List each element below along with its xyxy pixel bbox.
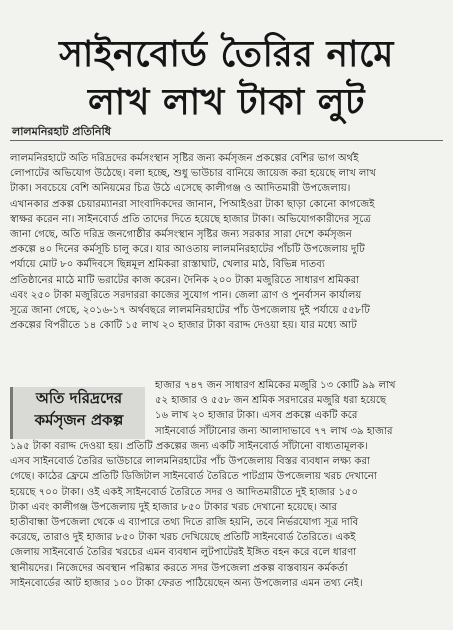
headline-line-1: সাইনবোর্ড তৈরির নামে — [59, 34, 394, 76]
pull-quote-line-1: অতি দরিদ্রদের — [35, 389, 123, 407]
body-line: প্রকল্পের বিপরীতে ১৪ কোটি ১৫ লাখ ২০ হাজার টাকা বরাদ্দ দেওয়া হয়। যার মধ্যে আট — [10, 320, 357, 332]
body-line: এবং ২৫০ টাকা মজুরিতে সরদাররা কাজের সুযোগ পান। জেলা ত্রাণ ও পুনর্বাসন কার্যালয় — [10, 289, 362, 301]
body-line: জেলায় সাইনবোর্ড তৈরির খরচের এমন ব্যবধান লুটপাটেরই ইঙ্গিত বহন করে বলে ধারণা — [10, 547, 357, 559]
body-line: ১৯৫ টাকা বরাদ্দ দেওয়া হয়। প্রতিটি প্রকল্পের জন্য একটি সাইনবোর্ড সাঁটানো বাধ্যতামূলক। — [10, 441, 368, 452]
byline: লালমনিরহাট প্রতিনিধি — [12, 125, 111, 138]
body-line: সাইনবোর্ড সাঁটানোর জন্য আলাদাভাবে ৭৭ লাখ ৩৯ হাজার — [155, 425, 393, 437]
body-line: প্রতিষ্ঠানের মাঠে মাটি ভরাটের কাজ করেন। দৈনিক ২০০ টাকা মজুরিতে সাধারণ শ্রমিকরা — [10, 274, 360, 286]
body-line: স্বাক্ষর করেন না। সাইনবোর্ড প্রতি তাদের দিতে হয়েছে হাজার টাকা। অভিযোগকারীদের সূত্রে — [10, 213, 371, 225]
body-line: সাইনবোর্ডের আট হাজার ১০০ টাকা ফেরত পাঠিয়েছেন অন্য উপজেলার এমন তথ্য নেই। — [10, 577, 363, 589]
headline-line-2: লাখ লাখ টাকা লুট — [87, 82, 366, 124]
body-line: টাকা। সবচেয়ে বেশি অনিয়মের চিত্র উঠে এসেছে কালীগঞ্জ ও আদিতমারী উপজেলায়। — [10, 183, 351, 195]
body-line: হাতীবান্ধা উপজেলা থেকে এ ব্যাপারে তথ্য দিতে রাজি হয়নি, তবে নির্ভরযোগ্য সূত্র দাবি — [10, 517, 359, 529]
body-line: লালমনিরহাটে অতি দরিদ্রদের কর্মসংস্থান সৃষ্টির জন্য কর্মসৃজন প্রকল্পের বেশির ভাগ অর্থই — [10, 153, 359, 164]
body-line: ১৬ লাখ ২০ হাজার টাকা। এসব প্রকল্পে একটি করে — [155, 410, 358, 422]
body-line: প্রকল্পে ৪০ দিনের কর্মসূচি চালু করে। যার আওতায় লালমনিরহাটের পাঁচটি উপজেলায় দুটি — [10, 244, 365, 256]
body-line: হয়েছে ৭০০ টাকা। ওই একই সাইনবোর্ড তৈরিতে সদর ও আদিতমারীতে দুই হাজার ১৫০ — [10, 486, 359, 498]
article-body-right — [155, 378, 445, 439]
body-line: এখানকার প্রকল্প চেয়ারম্যানরা সাংবাদিকদের জানান, পিআইওরা টাকা ছাড়া কোনো কাগজেই — [10, 198, 375, 210]
body-line: পর্যায়ে মোট ৮০ কর্মদিবসে ছিন্নমূল শ্রমিকরা রাস্তাঘাট, খেলার মাঠ, বিভিন্ন দাতব্য — [10, 259, 325, 271]
body-line: স্থানীয়দের। নিজেদের অবস্থান পরিষ্কার করতে সদর উপজেলা প্রকল্প বাস্তবায়ন কর্মকর্তা — [10, 562, 348, 574]
body-line: গেছে। কাঠের ফ্রেমে প্রতিটি ডিজিটাল সাইনবোর্ড তৈরিতে পাটগ্রাম উপজেলায় খরচ দেখানো — [10, 471, 377, 483]
divider — [10, 140, 443, 141]
body-line: করেছে, তারাও দুই হাজার ৮৫০ টাকা খরচ দেখিয়েছে প্রতিটি সাইনবোর্ড তৈরিতে। একই — [10, 532, 356, 544]
body-line: হাজার ৭৪৭ জন সাধারণ শ্রমিকের মজুরি ১৩ কোটি ৯৯ লাখ — [155, 380, 396, 391]
body-line: এসব সাইনবোর্ড তৈরির ভাউচারে লালমনিরহাটের পাঁচ উপজেলায় বিস্তর ব্যবধান লক্ষ্য করা — [10, 456, 370, 468]
body-line: টাকা এবং কালীগঞ্জ উপজেলায় দুই হাজার ৮৫০ টাকার খরচ দেখানো হয়েছে। আর — [10, 501, 338, 513]
headline — [8, 31, 445, 127]
body-line: জানা গেছে, অতি দরিদ্র জনগোষ্ঠীর কর্মসংস্থান সৃষ্টির জন্য সরকার সারা দেশে কর্মসৃজন — [10, 229, 352, 241]
pull-quote-box — [10, 387, 145, 439]
body-line: ৫২ হাজার ও ৫৫৮ জন শ্রমিক সরদারের মজুরি ধরা হয়েছে — [155, 395, 387, 407]
article-body-top — [10, 151, 445, 333]
body-line: সূত্রে জানা গেছে, ২০১৬-১৭ অর্থবছরে লালমনিরহাটের পাঁচ উপজেলায় দুই পর্যায়ে ৫৫৮টি — [10, 305, 370, 317]
pull-quote-line-2: কর্মসৃজন প্রকল্প — [34, 411, 124, 429]
body-line: লোপাটের অভিযোগ উঠেছে। বলা হচ্ছে, শুধু ভাউচার বানিয়ে জায়েজ করা হয়েছে লাখ লাখ — [10, 168, 376, 180]
article-body-bottom — [10, 439, 445, 591]
